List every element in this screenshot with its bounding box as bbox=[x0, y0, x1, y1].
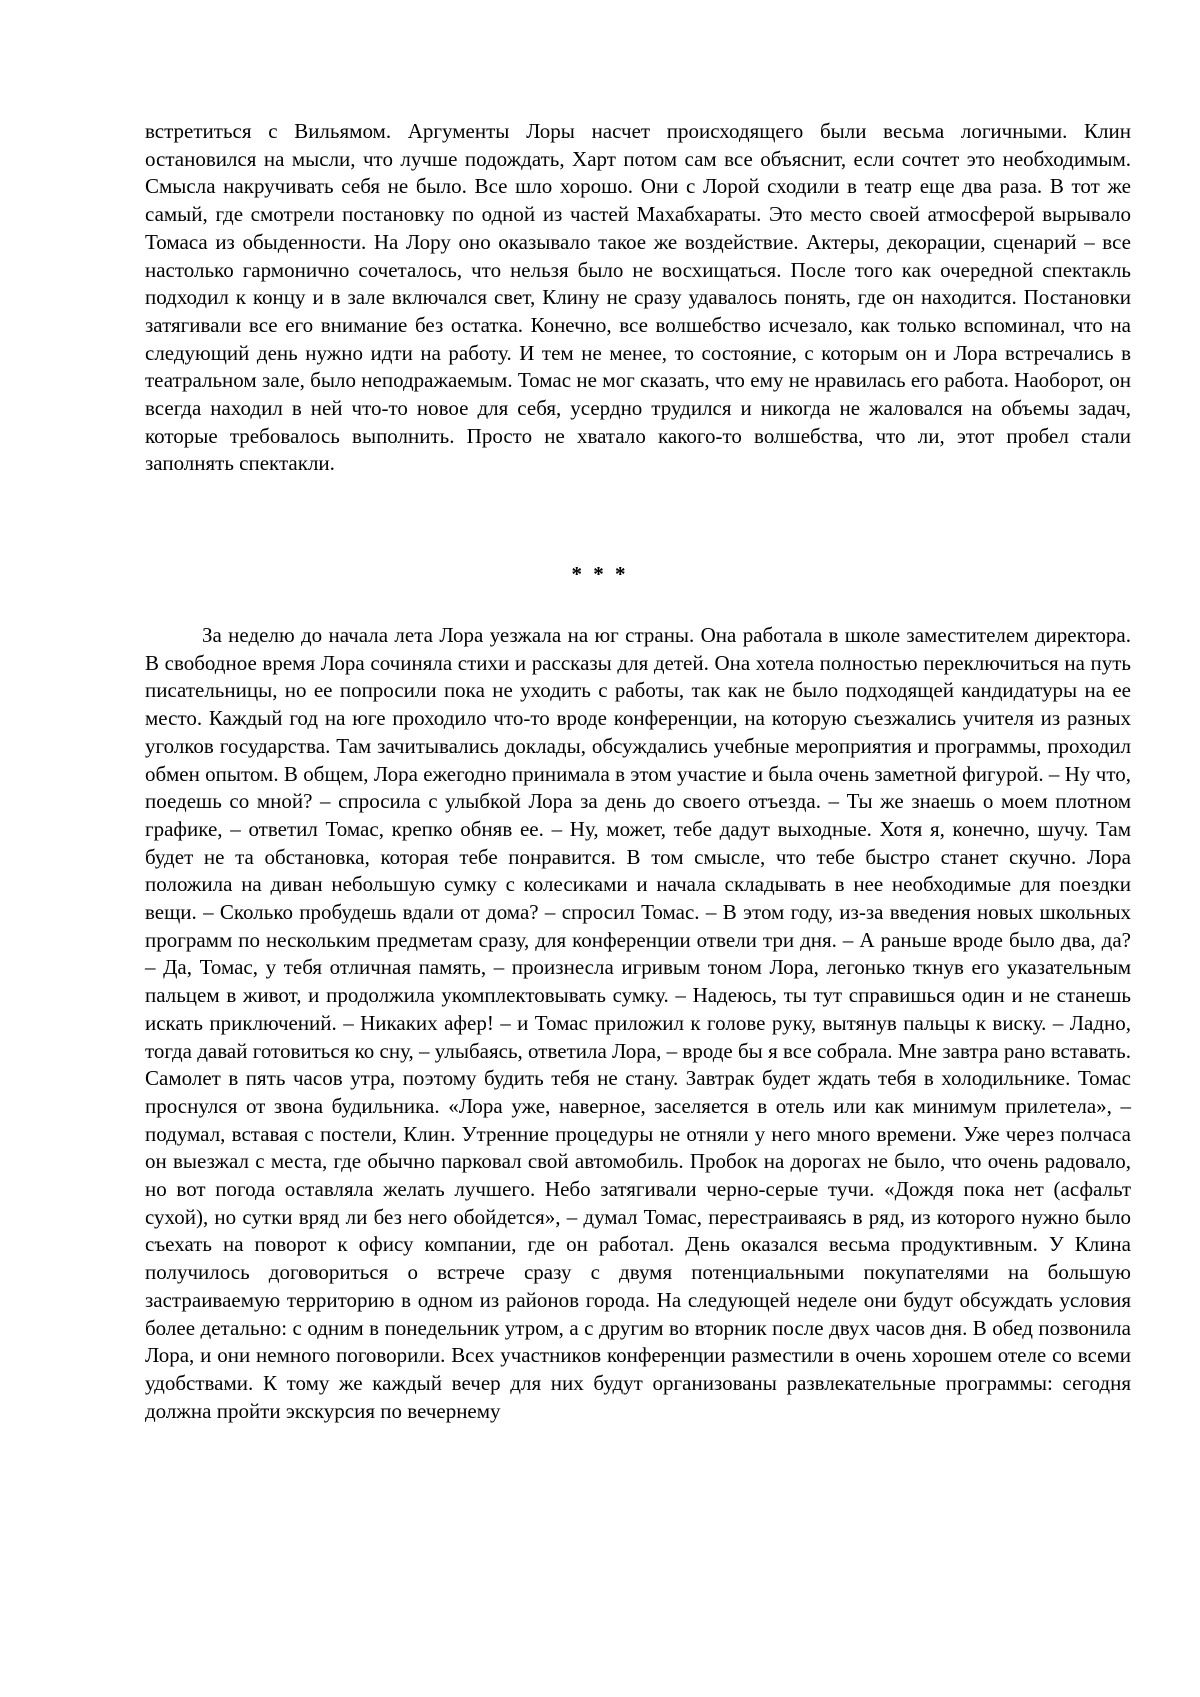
paragraph: За неделю до начала лета Лора уезжала на юг страны. Она работала в школе заместителем директора. В свободное время Лора сочиняла стихи и рассказы для детей. Она хотела полностью переключиться на путь писательницы, но ее попросили пока не уходить с работы, так как не было подходящей кандидатуры на ее место. Каждый год на юге проходило что-то вроде конференции, на которую съезжались учителя из разных уголков государства. Там зачитывались доклады, обсуждались учебные мероприятия и программы, проходил обмен опытом. В общем, Лора ежегодно принимала в этом участие и была очень заметной фигурой. – Ну что, поедешь со мной? – спросила с улыбкой Лора за день до своего отъезда. – Ты же знаешь о моем плотном графике, – ответил Томас, крепко обняв ее. – Ну, может, тебе дадут выходные. Хотя я, конечно, шучу. Там будет не та обстановка, которая тебе понравится. В том смысле, что тебе быстро станет скучно. Лора положила на диван небольшую сумку с колесиками и начала складывать в нее необходимые для поездки вещи. – Сколько пробудешь вдали от дома? – спросил Томас. – В этом году, из-за введения новых школьных программ по нескольким предметам сразу, для конференции отвели три дня. – А раньше вроде было два, да? – Да, Томас, у тебя отличная память, – произнесла игривым тоном Лора, легонько ткнув его указательным пальцем в живот, и продолжила укомплектовывать сумку. – Надеюсь, ты тут справишься один и не станешь искать приключений. – Никаких афер! – и Томас приложил к голове руку, вытянув пальцы к виску. – Ладно, тогда давай готовиться ко сну, – улыбаясь, ответила Лора, – вроде бы я все собрала. Мне завтра рано вставать. Самолет в пять часов утра, поэтому будить тебя не стану. Завтрак будет ждать тебя в холодильнике. Томас проснулся от звона будильника. «Лора уже, наверное, заселяется в отель или как минимум прилетела», – подумал, вставая с постели, Клин. Утренние процедуры не отняли у него много времени. Уже через полчаса он выезжал с места, где обычно парковал свой автомобиль. Пробок на дорогах не было, что очень радовало, но вот погода оставляла желать лучшего. Небо затягивали черно-серые тучи. «Дождя пока нет (асфальт сухой), но сутки вряд ли без него обойдется», – думал Томас, перестраиваясь в ряд, из которого нужно было съехать на поворот к офису компании, где он работал. День оказался весьма продуктивным. У Клина получилось договориться о встрече сразу с двумя потенциальными покупателями на большую застраиваемую территорию в одном из районов города. На следующей неделе они будут обсуждать условия более детально: с одним в понедельник утром, а с другим во вторник после двух часов дня. В обед позвонила Лора, и они немного поговорили. Всех участников конференции разместили в очень хорошем отеле со всеми удобствами. К тому же каждый вечер для них будут организованы развлекательные программы: сегодня должна пройти экскурсия по вечернему bbox=[145, 623, 1131, 1423]
section-separator: * * * bbox=[571, 562, 629, 586]
paragraph: встретиться с Вильямом. Аргументы Лоры насчет происходящего были весьма логичными. Клин остановился на мысли, что лучше подождать, Харт потом сам все объяснит, если сочтет это необходимым. Смысла накручивать себя не было. Все шло хорошо. Они с Лорой сходили в театр еще два раза. В тот же самый, где смотрели постановку по одной из частей Махабхараты. Это место своей атмосферой вырывало Томаса из обыденности. На Лору оно оказывало такое же воздействие. Актеры, декорации, сценарий – все настолько гармонично сочеталось, что нельзя было не восхищаться. После того как очередной спектакль подходил к концу и в зале включался свет, Клину не сразу удавалось понять, где он находится. Постановки затягивали все его внимание без остатка. Конечно, все волшебство исчезало, как только вспоминал, что на следующий день нужно идти на работу. И тем не менее, то состояние, с которым он и Лора встречались в театральном зале, было неподражаемым. Томас не мог сказать, что ему не нравилась его работа. Наоборот, он всегда находил в ней что-то новое для себя, усердно трудился и никогда не жаловался на объемы задач, которые требовалось выполнить. Просто не хватало какого-то волшебства, что ли, этот пробел стали заполнять спектакли. bbox=[145, 119, 1131, 476]
